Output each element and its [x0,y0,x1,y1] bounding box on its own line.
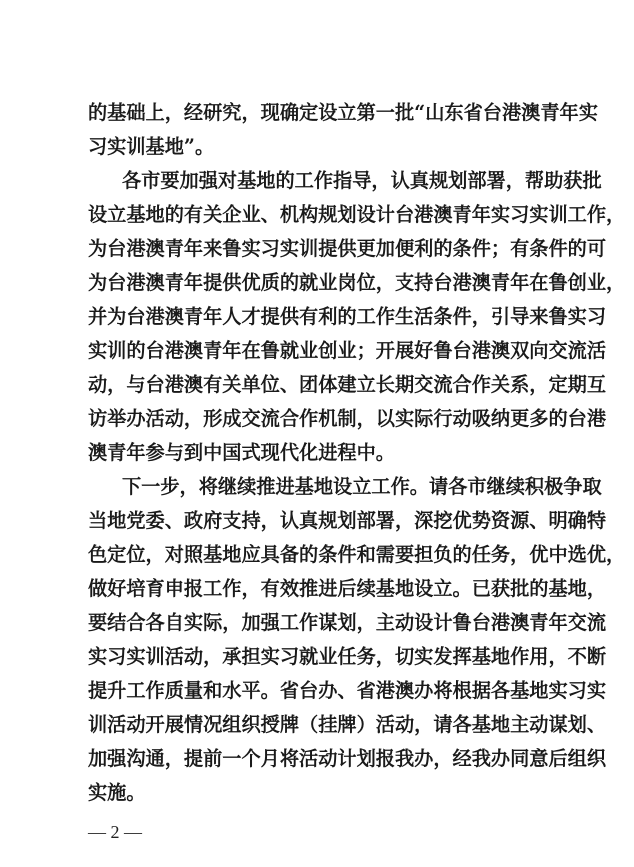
paragraph-3-line-3: 色定位，对照基地应具备的条件和需要担负的任务，优中选优， [88,543,626,566]
paragraph-3-line-5: 要结合各自实际，加强工作谋划，主动设计鲁台港澳青年交流 [88,611,607,634]
paragraph-2-line-7: 动，与台港澳有关单位、团体建立长期交流合作关系，定期互 [88,373,607,396]
paragraph-1-line-1: 的基础上，经研究，现确定设立第一批“山东省台港澳青年实 [88,101,598,124]
paragraph-2-line-1: 各市要加强对基地的工作指导，认真规划部署，帮助获批 [122,169,602,192]
paragraph-3-line-6: 实习实训活动，承担实习就业任务，切实发挥基地作用，不断 [88,645,607,668]
paragraph-2-line-4: 为台港澳青年提供优质的就业岗位，支持台港澳青年在鲁创业， [88,271,626,294]
paragraph-3-line-10: 实施。 [88,781,146,804]
paragraph-3-line-2: 当地党委、政府支持，认真规划部署，深挖优势资源、明确特 [88,509,607,532]
paragraph-2-line-8: 访举办活动，形成交流合作机制，以实际行动吸纳更多的台港 [88,407,607,430]
paragraph-3-line-4: 做好培育申报工作，有效推进后续基地设立。已获批的基地， [88,577,607,600]
paragraph-3-line-7: 提升工作质量和水平。省台办、省港澳办将根据各基地实习实 [88,679,607,702]
paragraph-3-line-9: 加强沟通，提前一个月将活动计划报我办，经我办同意后组织 [88,747,607,770]
paragraph-3-line-1: 下一步，将继续推进基地设立工作。请各市继续积极争取 [122,475,602,498]
paragraph-2-line-9: 澳青年参与到中国式现代化进程中。 [88,441,395,464]
paragraph-2-line-2: 设立基地的有关企业、机构规划设计台港澳青年实习实训工作， [88,203,626,226]
paragraph-2-line-3: 为台港澳青年来鲁实习实训提供更加便利的条件；有条件的可 [88,237,607,260]
paragraph-2-line-5: 并为台港澳青年人才提供有利的工作生活条件，引导来鲁实习 [88,305,607,328]
paragraph-3-line-8: 训活动开展情况组织授牌（挂牌）活动，请各基地主动谋划、 [88,713,607,736]
page-number: — 2 — [88,822,142,842]
paragraph-1-line-2: 习实训基地”。 [88,135,215,158]
paragraph-2-line-6: 实训的台港澳青年在鲁就业创业；开展好鲁台港澳双向交流活 [88,339,607,362]
